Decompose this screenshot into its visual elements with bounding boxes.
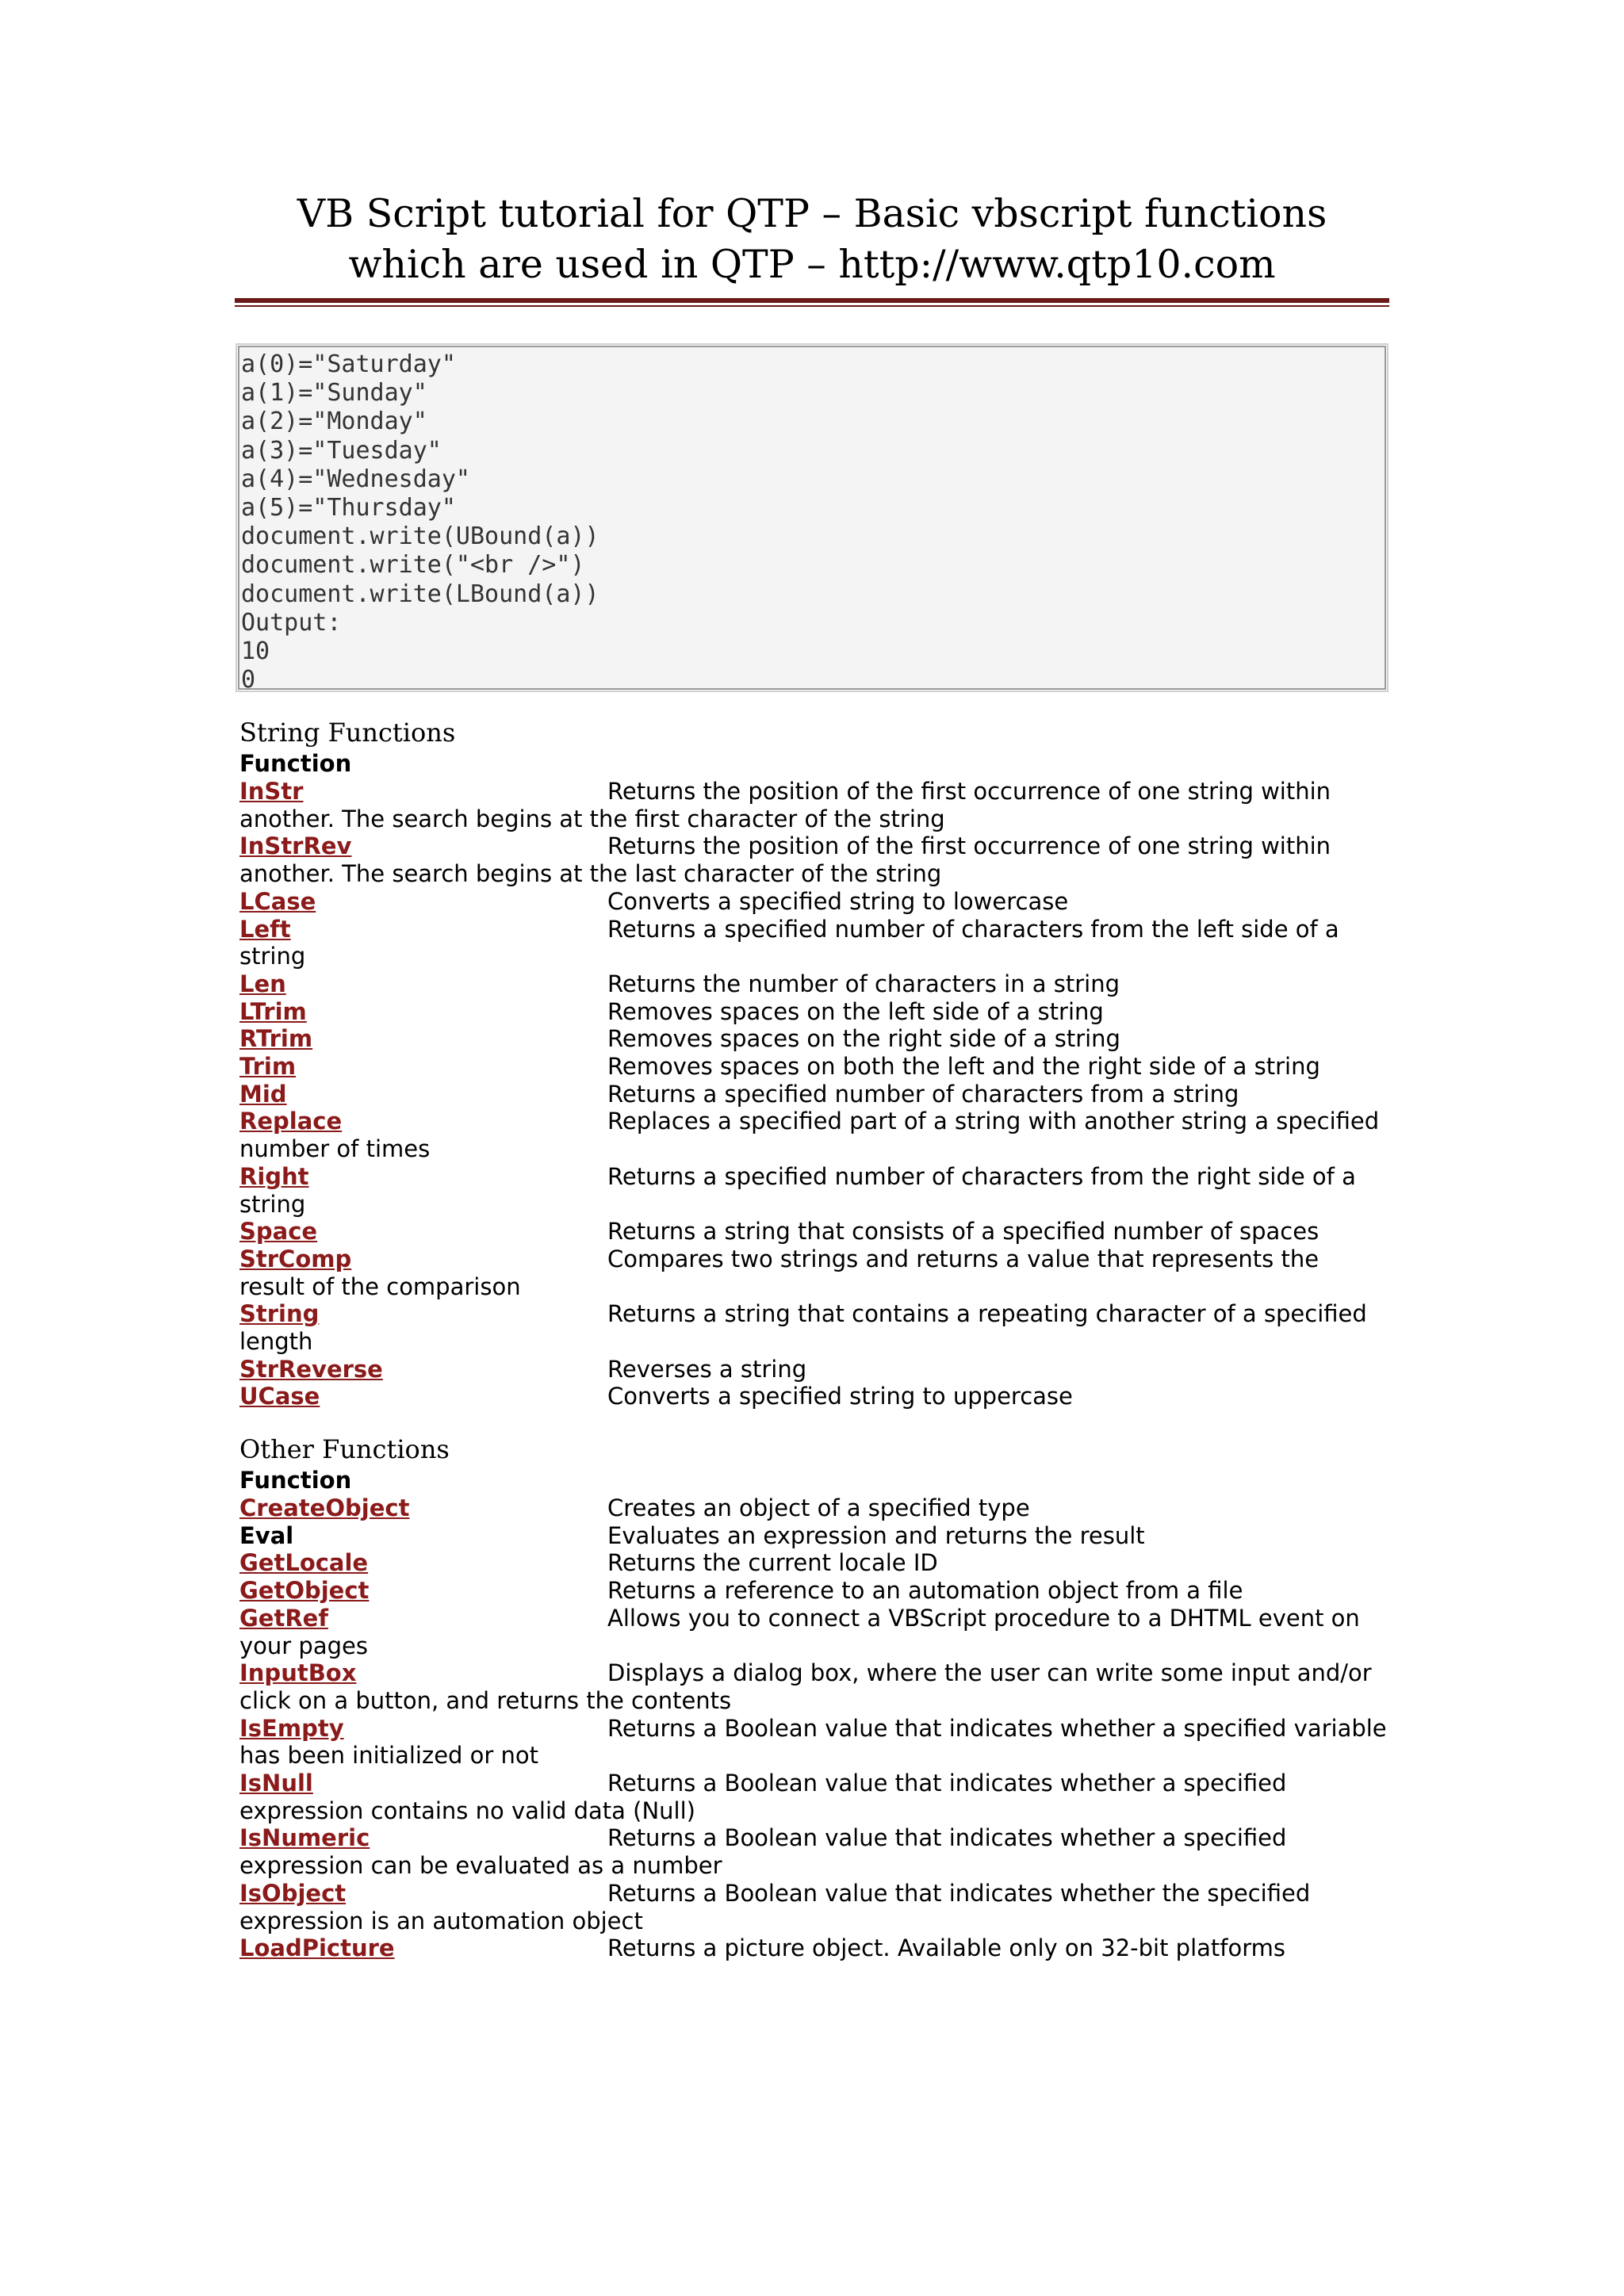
function-description: Returns a reference to an automation object from a file (607, 1577, 1243, 1605)
code-line: a(1)="Sunday" (241, 379, 427, 408)
function-entry (239, 1880, 1389, 1934)
function-link[interactable]: Space (239, 1218, 318, 1246)
function-link[interactable]: LCase (239, 887, 316, 915)
function-description: Displays a dialog box, where the user can write some input and/or click on a button, and returns the contents (239, 1659, 1372, 1714)
function-entry (239, 1549, 1389, 1577)
function-description: Returns a string that contains a repeating character of a specified length (239, 1300, 1367, 1356)
function-entry (239, 970, 1389, 998)
function-entry (239, 1934, 1389, 1962)
title-underline-thin (235, 305, 1389, 307)
function-description: Reverses a string (607, 1355, 807, 1383)
function-link[interactable]: StrComp (239, 1245, 352, 1272)
code-line: a(3)="Tuesday" (241, 436, 442, 465)
function-description: Removes spaces on the left side of a string (607, 997, 1104, 1025)
function-description: Returns the position of the first occurrence of one string within another. The search begins at the first character of the string (239, 778, 1331, 832)
function-link[interactable]: GetObject (239, 1577, 370, 1605)
function-link[interactable]: InStr (239, 778, 304, 805)
section-heading: Other Functions (239, 1434, 450, 1464)
function-description: Allows you to connect a VBScript procedure to a DHTML event on your pages (239, 1604, 1360, 1659)
code-line: a(0)="Saturday" (241, 350, 456, 378)
function-entry (239, 1218, 1389, 1246)
page-title: VB Script tutorial for QTP – Basic vbscript functions which are used in QTP – http://www.qtp10.com (297, 191, 1327, 287)
function-link[interactable]: Len (239, 970, 286, 997)
function-description: Returns a string that consists of a specified number of spaces (607, 1218, 1320, 1246)
code-line: a(2)="Monday" (241, 408, 427, 436)
function-link[interactable]: CreateObject (239, 1494, 410, 1521)
code-line: a(5)="Thursday" (241, 494, 456, 522)
code-line: document.write("<br />") (241, 551, 585, 580)
function-description: Converts a specified string to lowercase (607, 887, 1069, 915)
function-entry (239, 1025, 1389, 1053)
function-link[interactable]: InputBox (239, 1659, 357, 1687)
function-entry (239, 998, 1389, 1026)
function-entry (239, 888, 1389, 916)
function-description: Compares two strings and returns a value that represents the result of the comparison (239, 1245, 1320, 1300)
page-header (235, 189, 1389, 307)
function-entry (239, 1605, 1389, 1659)
function-entry (239, 1246, 1389, 1300)
code-line: 10 (241, 637, 270, 666)
function-link[interactable]: Replace (239, 1108, 343, 1135)
function-entry (239, 916, 1389, 970)
function-entry (239, 1494, 1389, 1522)
function-entry (239, 1659, 1389, 1714)
function-link[interactable]: StrReverse (239, 1355, 383, 1383)
function-entry (239, 1300, 1389, 1355)
function-entry (239, 1577, 1389, 1605)
function-description: Returns a specified number of characters from the right side of a string (239, 1162, 1356, 1218)
function-link[interactable]: LoadPicture (239, 1934, 395, 1962)
function-entry (239, 1163, 1389, 1218)
code-block (238, 346, 1386, 695)
function-description: Returns a Boolean value that indicates whether a specified expression can be evaluated as a number (239, 1824, 1287, 1880)
function-description: Returns a specified number of characters from the left side of a string (239, 915, 1339, 970)
function-entry (239, 1356, 1389, 1383)
section-heading: String Functions (239, 718, 456, 748)
function-description: Returns the position of the first occurrence of one string within another. The search begins at the last character of the string (239, 832, 1331, 888)
code-line: Output: (241, 608, 342, 637)
function-description: Returns a Boolean value that indicates whether the specified expression is an automation object (239, 1879, 1311, 1934)
code-line: 0 (241, 666, 256, 695)
function-link[interactable]: Trim (239, 1053, 297, 1081)
function-entry (239, 832, 1389, 887)
function-link[interactable]: GetRef (239, 1604, 328, 1632)
function-link[interactable]: LTrim (239, 997, 307, 1025)
function-entry (239, 1108, 1389, 1162)
function-description: Returns the number of characters in a string (607, 970, 1120, 997)
function-name: Eval (239, 1521, 294, 1549)
function-link[interactable]: Right (239, 1162, 309, 1190)
function-description: Removes spaces on both the left and the right side of a string (607, 1053, 1320, 1081)
function-entry (239, 1522, 1389, 1550)
function-link[interactable]: UCase (239, 1383, 320, 1410)
function-link[interactable]: Left (239, 915, 291, 943)
function-link[interactable]: IsNull (239, 1770, 313, 1797)
string-functions-section (239, 718, 1389, 1410)
function-entry (239, 1081, 1389, 1108)
function-entry (239, 1383, 1389, 1410)
function-link[interactable]: GetLocale (239, 1549, 369, 1577)
function-link[interactable]: IsObject (239, 1879, 347, 1907)
function-description: Converts a specified string to uppercase (607, 1383, 1073, 1410)
title-underline-thick (235, 298, 1389, 303)
function-link[interactable]: String (239, 1300, 320, 1328)
function-link[interactable]: IsEmpty (239, 1714, 344, 1742)
function-description: Removes spaces on the right side of a string (607, 1025, 1120, 1053)
function-link[interactable]: Mid (239, 1080, 287, 1108)
column-header: Function (239, 1467, 352, 1494)
function-entry (239, 1715, 1389, 1770)
function-entry (239, 1824, 1389, 1879)
function-link[interactable]: InStrRev (239, 832, 352, 860)
function-description: Creates an object of a specified type (607, 1494, 1030, 1521)
column-header: Function (239, 750, 352, 777)
function-description: Returns a picture object. Available only on 32-bit platforms (607, 1934, 1285, 1962)
function-description: Returns a Boolean value that indicates whether a specified expression contains no valid data (Null) (239, 1770, 1287, 1824)
function-description: Returns a specified number of characters from a string (607, 1080, 1239, 1108)
function-entry (239, 1053, 1389, 1081)
function-description: Evaluates an expression and returns the result (607, 1521, 1145, 1549)
function-list (239, 778, 1389, 1410)
function-list (239, 1494, 1389, 1962)
function-description: Returns a Boolean value that indicates whether a specified variable has been initialized or not (239, 1714, 1387, 1770)
code-line: document.write(LBound(a)) (241, 580, 599, 608)
code-line: a(4)="Wednesday" (241, 465, 470, 493)
function-entry (239, 1770, 1389, 1824)
function-description: Returns the current locale ID (607, 1549, 938, 1577)
other-functions-section (239, 1435, 1389, 1962)
function-description: Replaces a specified part of a string with another string a specified number of times (239, 1108, 1380, 1163)
function-link[interactable]: RTrim (239, 1025, 313, 1053)
function-entry (239, 778, 1389, 832)
code-line: document.write(UBound(a)) (241, 522, 599, 551)
function-link[interactable]: IsNumeric (239, 1824, 370, 1852)
